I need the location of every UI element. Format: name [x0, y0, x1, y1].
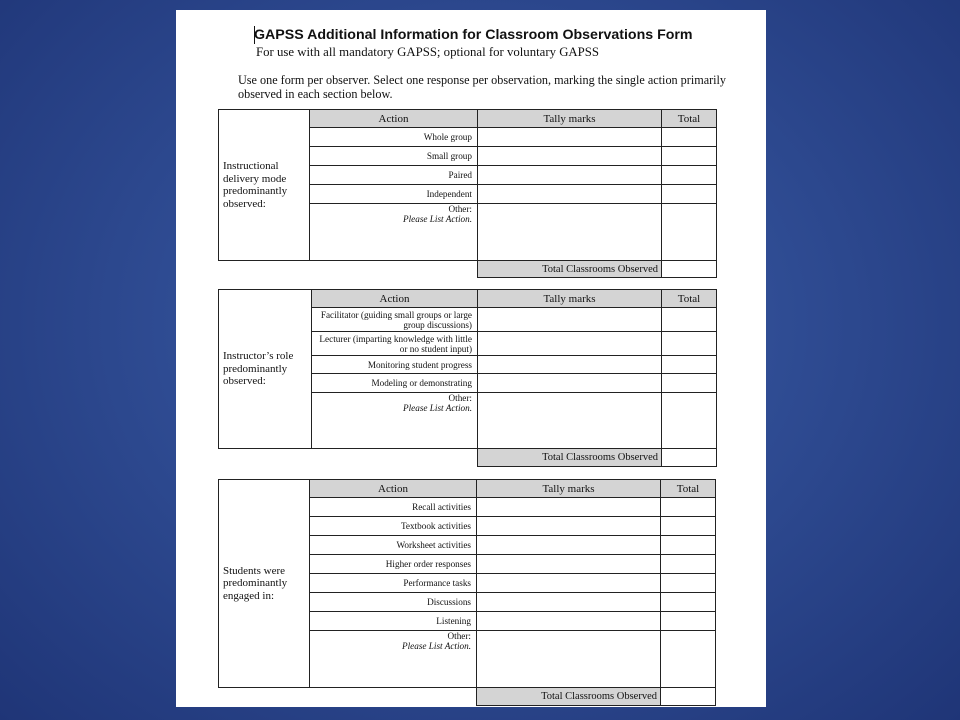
- tally-cell[interactable]: [477, 593, 661, 612]
- tally-header: Tally marks: [478, 110, 662, 128]
- tally-cell[interactable]: [478, 393, 662, 449]
- blank-cell: [219, 449, 478, 467]
- form-instructions: Use one form per observer. Select one response per observation, marking the single action primarily observed in each section below.: [238, 73, 727, 101]
- tally-cell[interactable]: [478, 204, 662, 261]
- total-cell[interactable]: [662, 356, 717, 374]
- total-cell[interactable]: [661, 612, 716, 631]
- total-cell[interactable]: [662, 166, 717, 185]
- action-cell: Modeling or demonstrating: [312, 374, 478, 393]
- total-cell[interactable]: [662, 393, 717, 449]
- action-cell: Paired: [310, 166, 478, 185]
- other-action-cell: [312, 393, 478, 449]
- action-cell: Whole group: [310, 128, 478, 147]
- action-cell: Listening: [310, 612, 477, 631]
- other-label: Other:: [448, 204, 472, 214]
- total-cell[interactable]: [662, 374, 717, 393]
- total-cell[interactable]: [662, 308, 717, 332]
- other-action-cell: [310, 204, 478, 261]
- action-cell: Worksheet activities: [310, 536, 477, 555]
- total-cell[interactable]: [661, 555, 716, 574]
- tally-cell[interactable]: [477, 555, 661, 574]
- total-classrooms-label: Total Classrooms Observed: [478, 261, 662, 278]
- tally-cell[interactable]: [478, 356, 662, 374]
- total-cell[interactable]: [662, 204, 717, 261]
- section-label: Students were predominantly engaged in:: [219, 480, 310, 688]
- total-cell[interactable]: [662, 147, 717, 166]
- other-hint: Please List Action.: [403, 214, 472, 224]
- tally-cell[interactable]: [477, 631, 661, 688]
- total-classrooms-label: Total Classrooms Observed: [477, 688, 661, 706]
- total-cell[interactable]: [661, 631, 716, 688]
- total-classrooms-cell[interactable]: [661, 688, 716, 706]
- total-cell[interactable]: [661, 517, 716, 536]
- total-cell[interactable]: [661, 536, 716, 555]
- blank-cell: [219, 688, 477, 706]
- form-title: GAPSS Additional Information for Classroom Observations Form: [254, 27, 693, 43]
- total-classrooms-cell[interactable]: [662, 261, 717, 278]
- other-label: Other:: [448, 393, 472, 403]
- action-header: Action: [310, 480, 477, 498]
- total-cell[interactable]: [662, 332, 717, 356]
- action-cell: Lecturer (imparting knowledge with little or no student input): [312, 332, 478, 356]
- action-cell: Monitoring student progress: [312, 356, 478, 374]
- other-label: Other:: [447, 631, 471, 641]
- tally-cell[interactable]: [477, 536, 661, 555]
- total-classrooms-cell[interactable]: [662, 449, 717, 467]
- action-cell: Textbook activities: [310, 517, 477, 536]
- total-cell[interactable]: [661, 574, 716, 593]
- tally-cell[interactable]: [478, 308, 662, 332]
- section-instructor-role: [218, 289, 717, 467]
- total-cell[interactable]: [661, 498, 716, 517]
- total-cell[interactable]: [662, 128, 717, 147]
- action-cell: Discussions: [310, 593, 477, 612]
- form-subtitle: For use with all mandatory GAPSS; optional for voluntary GAPSS: [256, 45, 600, 59]
- blank-cell: [219, 261, 478, 278]
- tally-cell[interactable]: [478, 147, 662, 166]
- tally-cell[interactable]: [478, 332, 662, 356]
- action-header: Action: [310, 110, 478, 128]
- action-cell: Small group: [310, 147, 478, 166]
- tally-cell[interactable]: [478, 185, 662, 204]
- total-header: Total: [662, 290, 717, 308]
- other-hint: Please List Action.: [402, 641, 471, 651]
- action-cell: Independent: [310, 185, 478, 204]
- action-cell: Performance tasks: [310, 574, 477, 593]
- other-action-cell: [310, 631, 477, 688]
- tally-cell[interactable]: [478, 374, 662, 393]
- other-hint: Please List Action.: [403, 403, 472, 413]
- total-header: Total: [661, 480, 716, 498]
- action-header: Action: [312, 290, 478, 308]
- action-cell: Higher order responses: [310, 555, 477, 574]
- tally-cell[interactable]: [477, 517, 661, 536]
- section-student-engagement: [218, 479, 716, 706]
- action-cell: Recall activities: [310, 498, 477, 517]
- tally-cell[interactable]: [477, 574, 661, 593]
- total-cell[interactable]: [661, 593, 716, 612]
- action-cell: Facilitator (guiding small groups or large group discussions): [312, 308, 478, 332]
- tally-header: Tally marks: [477, 480, 661, 498]
- section-label: Instructional delivery mode predominantly observed:: [219, 110, 310, 261]
- total-classrooms-label: Total Classrooms Observed: [478, 449, 662, 467]
- tally-cell[interactable]: [478, 166, 662, 185]
- tally-cell[interactable]: [477, 498, 661, 517]
- tally-cell[interactable]: [478, 128, 662, 147]
- section-instructional-delivery: [218, 109, 717, 278]
- total-cell[interactable]: [662, 185, 717, 204]
- tally-header: Tally marks: [478, 290, 662, 308]
- section-label: Instructor’s role predominantly observed:: [219, 290, 312, 449]
- total-header: Total: [662, 110, 717, 128]
- tally-cell[interactable]: [477, 612, 661, 631]
- form-page: [176, 10, 766, 707]
